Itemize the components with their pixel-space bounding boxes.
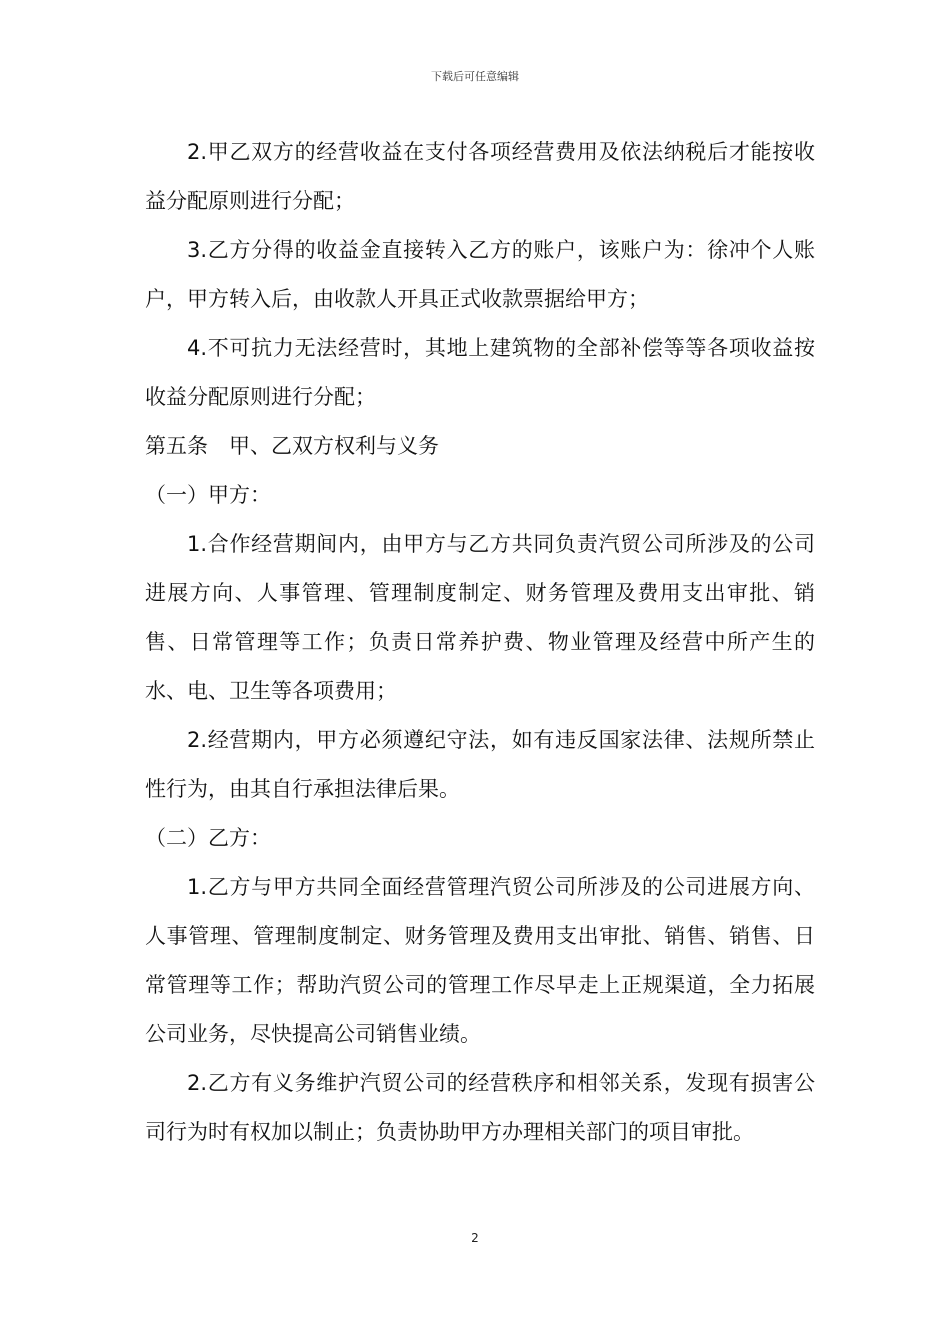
document-body <box>145 128 815 1157</box>
section-heading-party-b: （二）乙方： <box>145 826 271 850</box>
paragraph-clause-2: 2.甲乙双方的经营收益在支付各项经营费用及依法纳税后才能按收益分配原则进行分配； <box>145 140 815 213</box>
paragraph-party-b-2: 2.乙方有义务维护汽贸公司的经营秩序和相邻关系，发现有损害公司行为时有权加以制止；负责协助甲方办理相关部门的项目审批。 <box>145 1071 815 1144</box>
paragraph-party-a-2: 2.经营期内，甲方必须遵纪守法，如有违反国家法律、法规所禁止性行为，由其自行承担法律后果。 <box>145 728 815 801</box>
article-heading: 第五条 甲、乙双方权利与义务 <box>145 434 439 458</box>
paragraph-party-b-1: 1.乙方与甲方共同全面经营管理汽贸公司所涉及的公司进展方向、人事管理、管理制度制定、财务管理及费用支出审批、销售、销售、日常管理等工作；帮助汽贸公司的管理工作尽早走上正规渠道，全力拓展公司业务，尽快提高公司销售业绩。 <box>145 875 815 1046</box>
paragraph-clause-4: 4.不可抗力无法经营时，其地上建筑物的全部补偿等等各项收益按收益分配原则进行分配； <box>145 336 815 409</box>
paragraph-clause-3: 3.乙方分得的收益金直接转入乙方的账户，该账户为：徐冲个人账户，甲方转入后，由收款人开具正式收款票据给甲方； <box>145 238 815 311</box>
header-note: 下载后可任意编辑 <box>431 70 519 83</box>
section-heading-party-a: （一）甲方： <box>145 483 271 507</box>
paragraph-party-a-1: 1.合作经营期间内，由甲方与乙方共同负责汽贸公司所涉及的公司进展方向、人事管理、管理制度制定、财务管理及费用支出审批、销售、日常管理等工作；负责日常养护费、物业管理及经营中所产生的水、电、卫生等各项费用； <box>145 532 815 703</box>
page-number: 2 <box>471 1231 479 1245</box>
